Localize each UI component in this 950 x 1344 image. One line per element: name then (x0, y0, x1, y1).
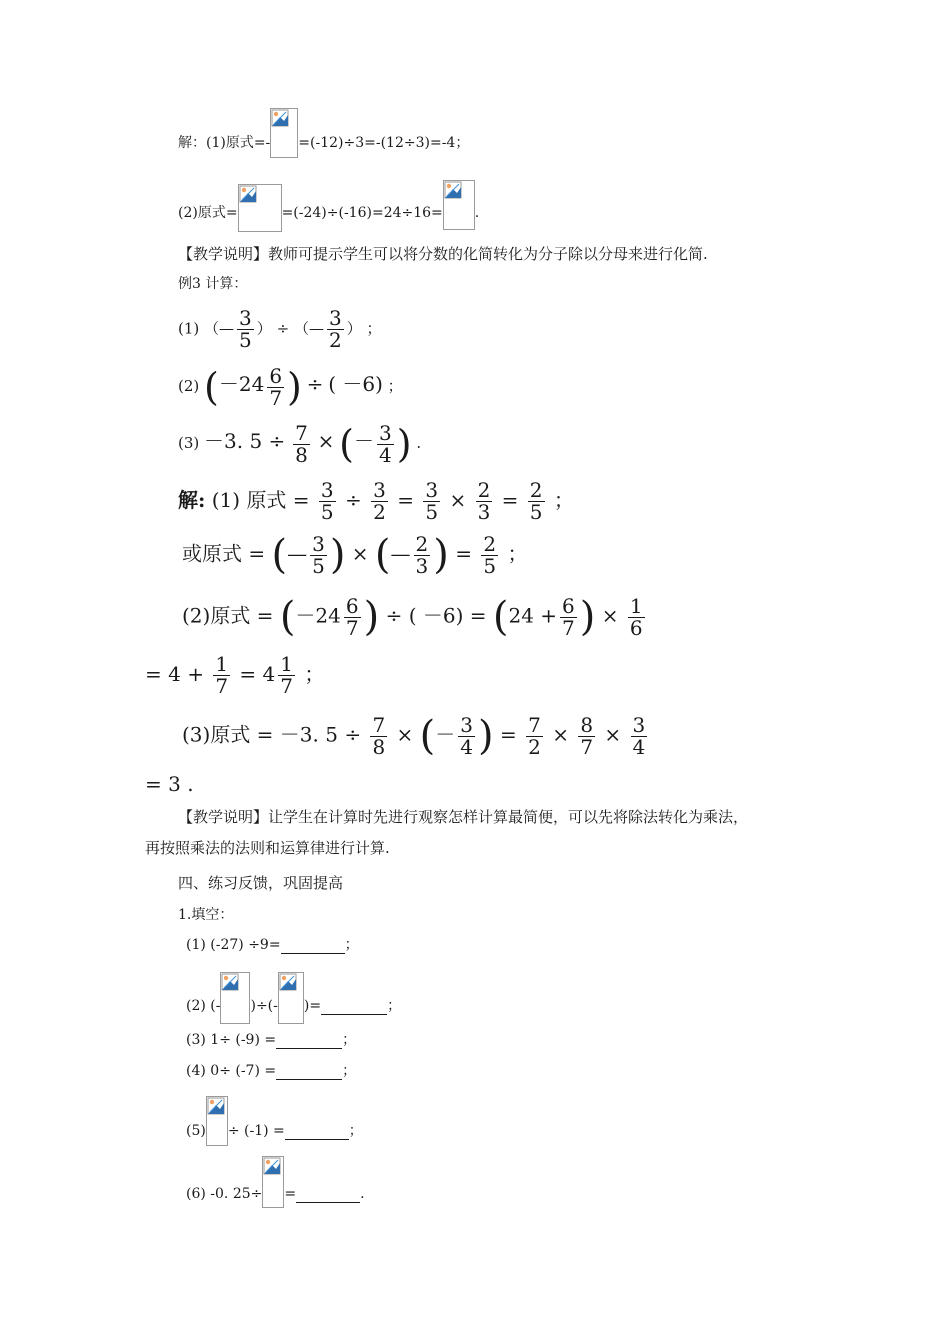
broken-image-icon (443, 180, 475, 230)
teaching-note-2-line-1: 【教学说明】让学生在计算时先进行观察怎样计算最简便，可以先将除法转化为乘法， (178, 808, 749, 826)
problem-1: (1) （— $\frac{3}{5}$ ） ÷ （— $\frac{3}{2}$ ） ； (178, 306, 382, 352)
broken-image-icon (238, 184, 282, 232)
teaching-note-2-line-2: 再按照乘法的法则和运算律进行计算. (145, 839, 390, 857)
solution-3-3-result: = 3 . (145, 772, 194, 796)
section-4-heading: 四、练习反馈，巩固提高 (178, 874, 344, 892)
exercise-3: (3) 1÷ (-9) = ； (186, 1032, 357, 1048)
solution-3-2: (2)原式 = (－24 $\frac{6}{7}$ ) ÷ ( －6) = (24 + $\frac{6}{7}$ ) × $\frac{1}{6}$ (182, 593, 643, 640)
broken-image-icon (220, 972, 250, 1024)
problem-2: (2) (－24 $\frac{6}{7}$ ) ÷ ( －6) ； (178, 363, 403, 410)
broken-image-icon (278, 972, 304, 1024)
solution-3-2-cont: = 4 + $\frac{1}{7}$ = 4 $\frac{1}{7}$ ； (145, 652, 325, 698)
answer-blank (321, 998, 387, 1015)
exercise-6: (6) -0. 25÷ = . (186, 1168, 365, 1220)
exercise-1: (1) (-27) ÷9= ； (186, 937, 359, 953)
solution-3-1: 解: (1) 原式 = $\frac{3}{5}$ ÷ $\frac{3}{2}$ = $\frac{3}{5}$ × $\frac{2}{3}$ = $\frac{2}{5}$ ； (178, 478, 574, 524)
problem-3: (3) －3. 5 ÷ $\frac{7}{8}$ × (－ $\frac{3}{4}$ ) . (178, 420, 422, 467)
solution-line-2: (2)原式= =(-24)÷(-16)=24÷16= . (178, 188, 479, 238)
answer-blank (281, 937, 345, 954)
answer-blank (296, 1186, 360, 1203)
broken-image-icon (270, 108, 298, 158)
solution-3-3: (3)原式 = －3. 5 ÷ $\frac{7}{8}$ × (－ $\frac{3}{4}$ ) = $\frac{7}{2}$ × $\frac{8}{7}$ × $\frac{3}{4}$ (182, 712, 646, 759)
answer-blank (276, 1032, 342, 1049)
broken-image-icon (262, 1156, 284, 1208)
exercise-5: (5) ÷ (-1) = ； (186, 1106, 363, 1156)
answer-blank (276, 1063, 342, 1080)
solution-3-1-alt: 或原式 = (— $\frac{3}{5}$ ) × (— $\frac{2}{3}$ ) = $\frac{2}{5}$ ； (182, 531, 528, 578)
exercise-4: (4) 0÷ (-7) = ； (186, 1063, 357, 1079)
solution-line-1: 解：(1)原式=- =(-12)÷3=-(12÷3)=-4； (178, 118, 469, 168)
exercise-2: (2) (- )÷(- )= ； (186, 980, 401, 1032)
broken-image-icon (206, 1096, 228, 1146)
example-3-title: 例3 计算： (178, 276, 248, 292)
teaching-note-1: 【教学说明】教师可提示学生可以将分数的化简转化为分子除以分母来进行化简. (178, 245, 708, 263)
answer-blank (285, 1123, 349, 1140)
fill-blank-title: 1.填空： (178, 907, 234, 923)
